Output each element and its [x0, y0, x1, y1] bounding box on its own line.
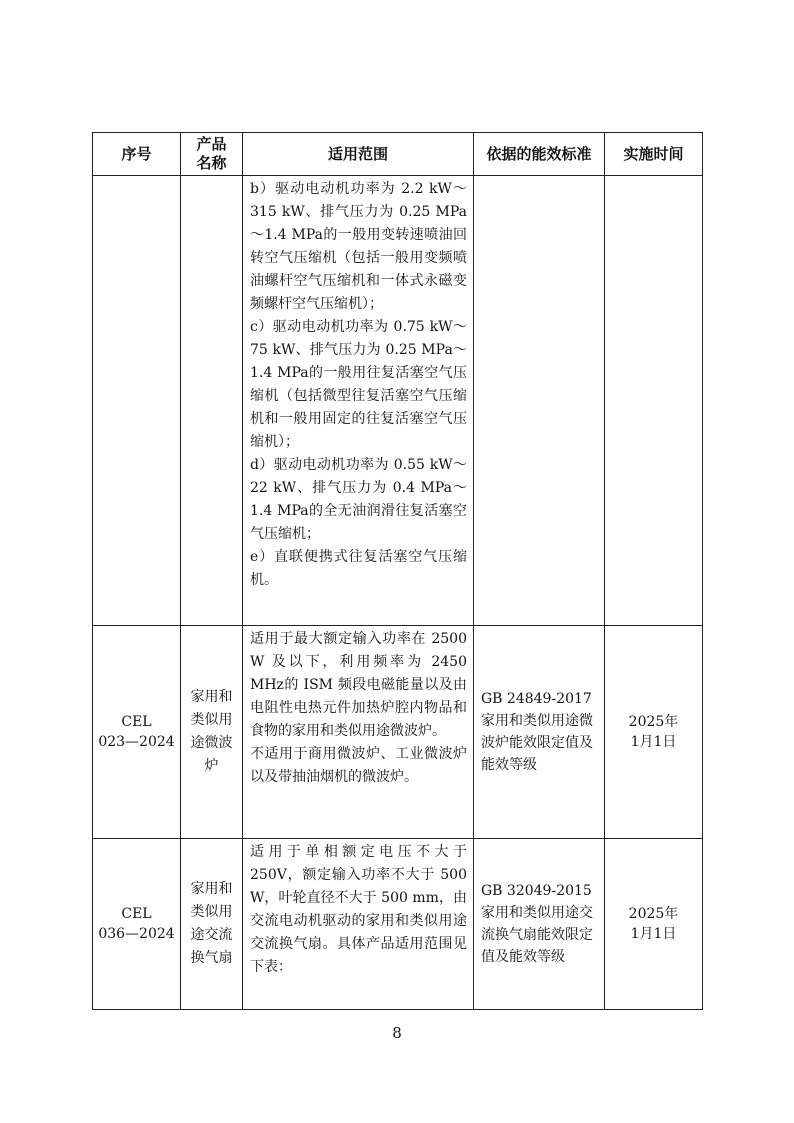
- scope-applicable: 适用于单相额定电压不大于 250V，额定输入功率不大于 500 W，叶轮直径不大于 500 mm，由交流电动机驱动的家用和类似用途交流换气扇。具体产品适用范围见下表：: [250, 844, 467, 975]
- row-standard-cell: [474, 176, 605, 626]
- header-product-name-line2: 名称: [196, 154, 227, 172]
- header-date: 实施时间: [605, 133, 703, 176]
- header-scope: 适用范围: [243, 133, 474, 176]
- row-date-cell: [605, 176, 703, 626]
- scope-applicable: 适用于最大额定输入功率在 2500 W 及以下，利用频率为 2450 MHz的 ISM 频段电磁能量以及由电阻性电热元件加热炉腔内物品和食物的家用和类似用途微波炉。: [250, 631, 467, 739]
- header-index: 序号: [93, 133, 181, 176]
- scope-item-e: e）直联便携式往复活塞空气压缩机。: [250, 549, 467, 588]
- row-name-cell: [181, 176, 243, 626]
- table-row: [93, 176, 703, 626]
- standard-name: 家用和类似用途交流换气扇能效限定值及能效等级: [481, 905, 593, 965]
- row-id-number: 036—2024: [98, 926, 175, 942]
- row-product-name: 家用和类似用途交流换气扇: [181, 839, 243, 1010]
- row-index-cell: [93, 626, 181, 839]
- row-standard-cell: [474, 839, 605, 1010]
- standard-code: GB 32049-2015: [481, 883, 592, 899]
- scope-item-b: b）驱动电动机功率为 2.2 kW～315 kW、排气压力为 0.25 MPa～1.4 MPa的一般用变转速喷油回转空气压缩机（包括一般用变频喷油螺杆空气压缩机和一体式永磁变频螺杆空气压缩机）；: [250, 181, 467, 312]
- scope-item-c: c）驱动电动机功率为 0.75 kW～75 kW、排气压力为 0.25 MPa～1.4 MPa的一般用往复活塞空气压缩机（包括微型往复活塞空气压缩机和一般用固定的往复活塞空气压缩机）；: [250, 319, 467, 450]
- row-id-number: 023—2024: [98, 734, 175, 750]
- row-product-name: 家用和类似用途微波炉: [181, 626, 243, 839]
- date-year: 2025年: [628, 906, 679, 922]
- row-id-prefix: CEL: [121, 906, 152, 922]
- standard-code: GB 24849-2017: [481, 691, 592, 707]
- header-product-name: [181, 133, 243, 176]
- row-id-prefix: CEL: [121, 714, 152, 730]
- row-scope-cell: [243, 626, 474, 839]
- header-row: [93, 133, 703, 176]
- row-standard-cell: [474, 626, 605, 839]
- header-standard: 依据的能效标准: [474, 133, 605, 176]
- table-row: [93, 626, 703, 839]
- page-number: 8: [392, 1024, 402, 1042]
- row-index-cell: [93, 176, 181, 626]
- row-date-cell: [605, 626, 703, 839]
- header-product-name-line1: 产品: [196, 135, 227, 153]
- row-date-cell: [605, 839, 703, 1010]
- scope-excluded: 不适用于商用微波炉、工业微波炉以及带抽油烟机的微波炉。: [250, 746, 467, 785]
- standards-table: [92, 132, 703, 1010]
- date-day: 1月1日: [630, 734, 677, 750]
- row-scope-cell: [243, 176, 474, 626]
- row-index-cell: [93, 839, 181, 1010]
- date-year: 2025年: [628, 714, 679, 730]
- date-day: 1月1日: [630, 926, 677, 942]
- standard-name: 家用和类似用途微波炉能效限定值及能效等级: [481, 713, 593, 773]
- row-scope-cell: [243, 839, 474, 1010]
- table-row: [93, 839, 703, 1010]
- scope-item-d: d）驱动电动机功率为 0.55 kW～22 kW、排气压力为 0.4 MPa～1.4 MPa的全无油润滑往复活塞空气压缩机；: [250, 457, 467, 542]
